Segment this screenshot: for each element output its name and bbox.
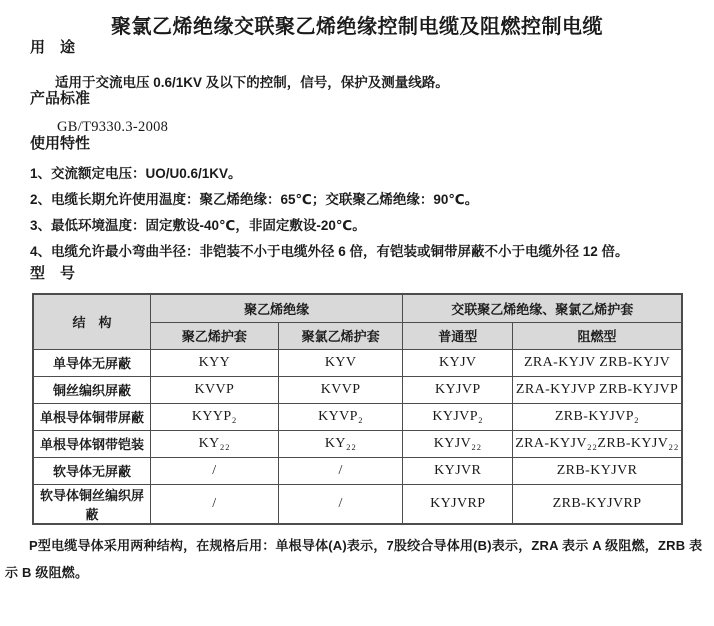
header-group-pe-insulation: 聚乙烯绝缘	[150, 294, 402, 322]
table-cell: KY₂₂	[278, 430, 403, 457]
table-cell: /	[278, 484, 403, 524]
characteristic-item-1: 1、交流额定电压：UO/U0.6/1KV。	[30, 166, 242, 181]
row-label: 软导体铜丝编织屏蔽	[33, 484, 150, 524]
header-structure: 结 构	[33, 294, 150, 349]
table-cell: /	[278, 457, 403, 484]
table-row	[33, 349, 682, 376]
table-cell: KVVP	[278, 376, 403, 403]
table-cell: ZRA-KYJV ZRB-KYJV	[513, 349, 682, 376]
header-group-xlpe-insulation: 交联聚乙烯绝缘、聚氯乙烯护套	[403, 294, 682, 322]
header-pe-sheath: 聚乙烯护套	[150, 322, 278, 349]
table-cell: KYJV	[403, 349, 513, 376]
characteristic-item-3: 3、最低环境温度：固定敷设-40℃，非固定敷设-20℃。	[30, 218, 366, 233]
section-heading-model: 型 号	[30, 265, 76, 282]
table-cell: ZRA-KYJV₂₂ZRB-KYJV₂₂	[513, 430, 682, 457]
row-label: 铜丝编织屏蔽	[33, 376, 150, 403]
page-title: 聚氯乙烯绝缘交联聚乙烯绝缘控制电缆及阻燃控制电缆	[111, 16, 603, 38]
section-heading-standard: 产品标准	[30, 90, 91, 107]
standard-number: GB/T9330.3-2008	[57, 119, 169, 135]
row-label: 单导体无屏蔽	[33, 349, 150, 376]
characteristic-item-4: 4、电缆允许最小弯曲半径：非铠装不小于电缆外径 6 倍，有铠装或铜带屏蔽不小于电缆外径 12 倍。	[30, 244, 629, 259]
header-normal-type: 普通型	[403, 322, 513, 349]
table-cell: /	[150, 457, 278, 484]
table-cell: KYJVRP	[403, 484, 513, 524]
usage-text: 适用于交流电压 0.6/1KV 及以下的控制，信号，保护及测量线路。	[55, 75, 449, 90]
table-cell: KYYP₂	[150, 403, 278, 430]
footnote: P型电缆导体采用两种结构，在规格后用：单根导体(A)表示，7股绞合导体用(B)表示，ZRA 表示 A 级阻燃，ZRB 表示 B 级阻燃。	[5, 537, 703, 580]
table-cell: /	[150, 484, 278, 524]
model-table-header	[33, 294, 682, 349]
table-cell: KYV	[278, 349, 403, 376]
table-cell: KYJVP	[403, 376, 513, 403]
section-heading-usage: 用 途	[30, 39, 76, 56]
characteristic-item-2: 2、电缆长期允许使用温度：聚乙烯绝缘：65℃；交联聚乙烯绝缘：90℃。	[30, 192, 479, 207]
model-table	[32, 293, 683, 525]
table-cell: ZRB-KYJVR	[513, 457, 682, 484]
characteristics-list	[30, 161, 714, 265]
table-cell: KVVP	[150, 376, 278, 403]
table-row	[33, 430, 682, 457]
table-cell: ZRB-KYJVP₂	[513, 403, 682, 430]
table-row	[33, 403, 682, 430]
row-label: 单根导体铜带屏蔽	[33, 403, 150, 430]
table-cell: ZRA-KYJVP ZRB-KYJVP	[513, 376, 682, 403]
section-heading-characteristics: 使用特性	[30, 135, 91, 152]
table-row	[33, 484, 682, 524]
table-cell: KYJVR	[403, 457, 513, 484]
header-flame-retardant-type: 阻燃型	[513, 322, 682, 349]
table-row	[33, 457, 682, 484]
header-pvc-sheath: 聚氯乙烯护套	[278, 322, 403, 349]
table-cell: KYJVP₂	[403, 403, 513, 430]
table-cell: KYVP₂	[278, 403, 403, 430]
table-cell: KY₂₂	[150, 430, 278, 457]
table-cell: ZRB-KYJVRP	[513, 484, 682, 524]
table-row	[33, 376, 682, 403]
row-label: 单根导体钢带铠装	[33, 430, 150, 457]
table-cell: KYY	[150, 349, 278, 376]
row-label: 软导体无屏蔽	[33, 457, 150, 484]
table-cell: KYJV₂₂	[403, 430, 513, 457]
